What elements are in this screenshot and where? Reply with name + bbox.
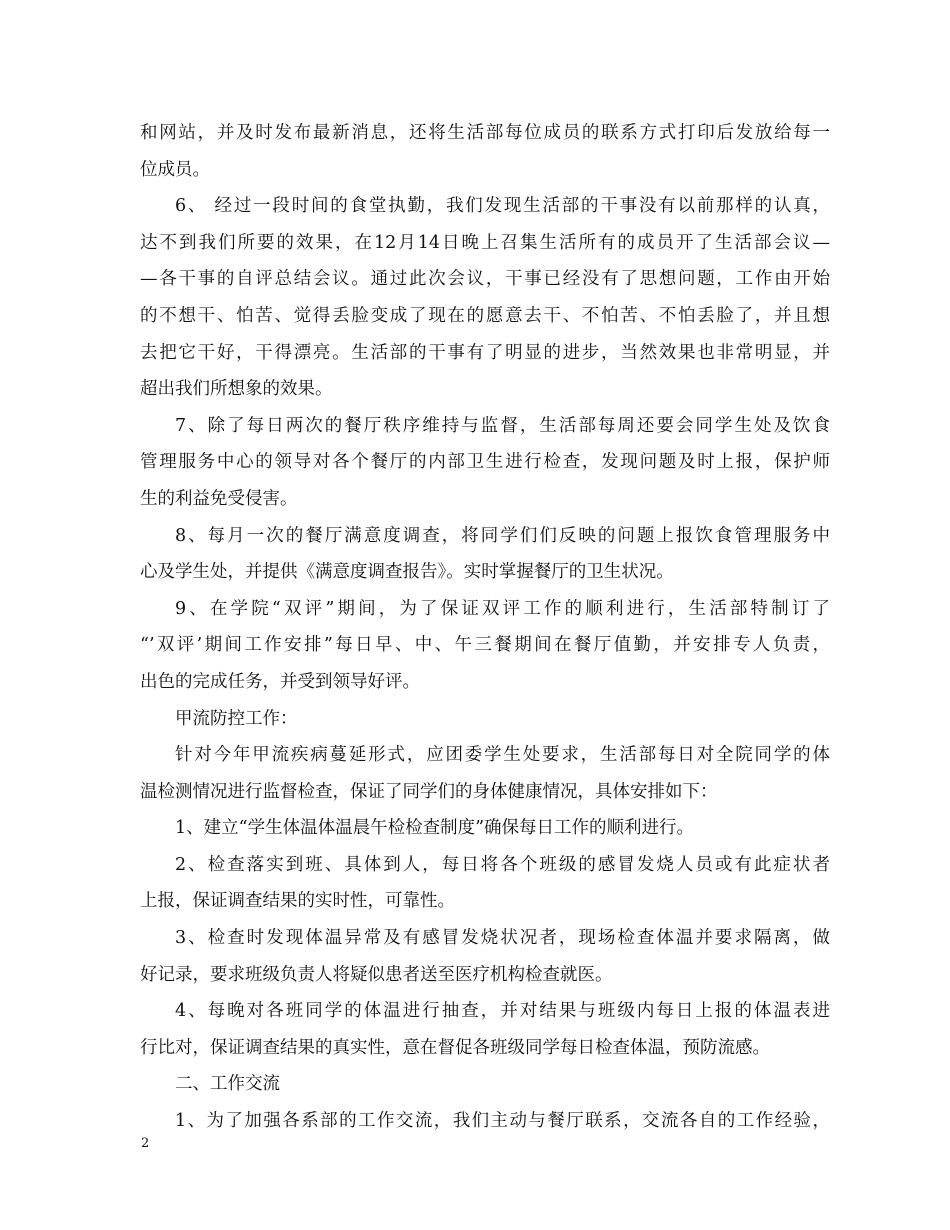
- text-line: 2、检查落实到班、具体到人，每日将各个班级的感冒发烧人员或有此症状者: [175, 854, 830, 875]
- text-line: 二、工作交流: [175, 1074, 280, 1095]
- text-line: 生的利益免受侵害。: [140, 488, 298, 509]
- text-line: 8、每月一次的餐厅满意度调查，将同学们们反映的问题上报饮食管理服务中: [175, 525, 830, 546]
- text-line: 甲流防控工作：: [175, 708, 298, 729]
- text-line: 7、除了每日两次的餐厅秩序维持与监督，生活部每周还要会同学生处及饮食: [175, 415, 830, 436]
- text-line: 行比对，保证调查结果的真实性，意在督促各班级同学每日检查体温，预防流感。: [140, 1037, 770, 1058]
- text-line: 心及学生处，并提供《满意度调查报告》。实时掌握餐厅的卫生状况。: [140, 562, 674, 583]
- body-text: [140, 115, 830, 1140]
- text-line: 针对今年甲流疾病蔓延形式，应团委学生处要求，生活部每日对全院同学的体: [175, 745, 830, 766]
- text-line: 温检测情况进行监督检查，保证了同学们的身体健康情况，具体安排如下：: [140, 781, 718, 802]
- text-line: 6、 经过一段时间的食堂执勤，我们发现生活部的干事没有以前那样的认真，: [175, 196, 830, 217]
- text-line: “’双评’期间工作安排”每日早、中、午三餐期间在餐厅值勤，并安排专人负责，: [140, 635, 830, 656]
- page-number: 2: [141, 1136, 150, 1151]
- text-line: 出色的完成任务，并受到领导好评。: [140, 671, 420, 692]
- text-line: 3、检查时发现体温异常及有感冒发烧状况者，现场检查体温并要求隔离，做: [175, 928, 830, 949]
- text-line: 4、每晚对各班同学的体温进行抽查，并对结果与班级内每日上报的体温表进: [175, 1001, 830, 1022]
- text-line: 达不到我们所要的效果，在12月14日晚上召集生活所有的成员开了生活部会议—: [140, 232, 830, 253]
- text-line: 的不想干、怕苦、觉得丢脸变成了现在的愿意去干、不怕苦、不怕丢脸了，并且想: [140, 305, 830, 326]
- text-line: 1、建立“学生体温体温晨午检检查制度”确保每日工作的顺利进行。: [175, 818, 695, 839]
- text-line: 超出我们所想象的效果。: [140, 379, 333, 400]
- text-line: 上报，保证调查结果的实时性，可靠性。: [140, 891, 455, 912]
- text-line: 1、为了加强各系部的工作交流，我们主动与餐厅联系，交流各自的工作经验，: [175, 1111, 830, 1132]
- text-line: 和网站，并及时发布最新消息，还将生活部每位成员的联系方式打印后发放给每一: [140, 123, 830, 143]
- text-line: 去把它干好，干得漂亮。生活部的干事有了明显的进步，当然效果也非常明显，并: [140, 342, 830, 363]
- text-line: 好记录，要求班级负责人将疑似患者送至医疗机构检查就医。: [140, 964, 613, 985]
- text-line: 9、在学院“双评”期间，为了保证双评工作的顺利进行，生活部特制订了: [175, 598, 830, 619]
- text-line: —各干事的自评总结会议。通过此次会议，干事已经没有了思想问题，工作由开始: [140, 269, 830, 290]
- text-line: 位成员。: [140, 159, 210, 180]
- text-line: 管理服务中心的领导对各个餐厅的内部卫生进行检查，发现问题及时上报，保护师: [140, 452, 830, 473]
